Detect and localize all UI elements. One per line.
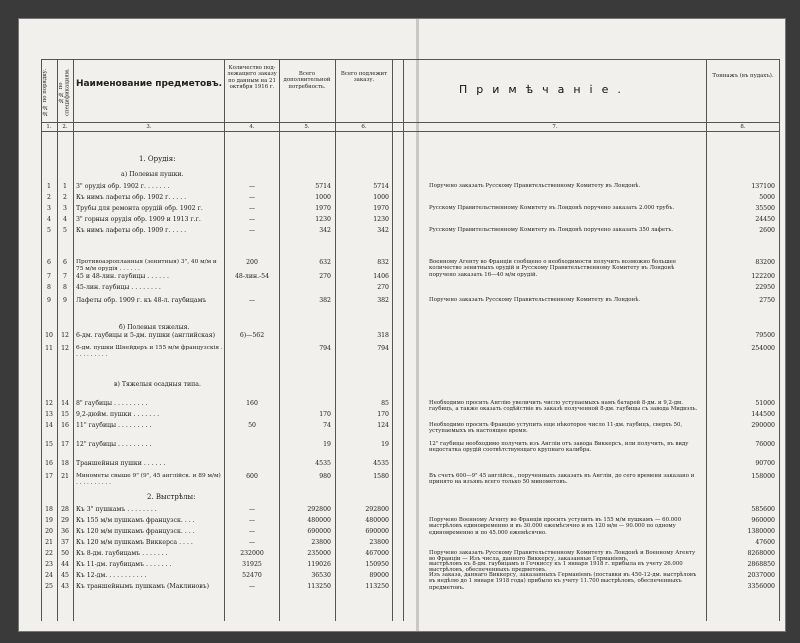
row-tonnage: 90700 xyxy=(755,460,775,467)
col-border-4 xyxy=(279,59,280,621)
row-qty-ordered: 160 xyxy=(246,400,258,407)
row-tonnage: 51000 xyxy=(755,400,775,407)
row-tonnage: 47600 xyxy=(755,539,775,546)
row-item-name: Къ 120 м/м пушкамъ Виккерса . . . . xyxy=(76,539,193,546)
header-col-8: Тоннажъ (въ пудахъ). xyxy=(712,73,774,79)
num-col-6: 6. xyxy=(361,124,367,130)
row-qty-additional: 632 xyxy=(319,259,331,266)
header-divider xyxy=(41,122,779,123)
col-border-8 xyxy=(706,59,707,621)
row-note: Необходимо просить Англію увеличить число уступаемыхъ намъ батарей 8-дм. и 9,2-дм. гаубицъ, а также оказать содѣйствіе въ заказѣ полученной 8-дм. гаубицы съ завода Мидвэль. xyxy=(429,400,698,413)
row-tonnage: 79500 xyxy=(755,332,775,339)
row-spec-number: 1 xyxy=(63,183,67,190)
row-qty-total: 5714 xyxy=(373,183,389,190)
row-number: 1 xyxy=(47,183,51,190)
row-qty-total: 1406 xyxy=(373,273,389,280)
row-item-name: 3" горныя орудія обр. 1909 и 1913 г.г. xyxy=(76,216,201,223)
row-qty-additional: 794 xyxy=(319,345,331,352)
num-col-7: 7. xyxy=(552,124,558,130)
row-item-name: Траншейныя пушки . . . . . . xyxy=(76,460,166,467)
row-qty-additional: 19 xyxy=(323,441,331,448)
col-border-1 xyxy=(57,59,58,621)
page-fold xyxy=(416,19,419,631)
row-qty-additional: 342 xyxy=(319,227,331,234)
row-item-name: Къ 8-дм. гаубицамъ . . . . . . . xyxy=(76,550,168,557)
row-number: 24 xyxy=(45,572,53,579)
row-item-name: Къ 155 м/м пушкамъ французск. . . . xyxy=(76,517,195,524)
row-spec-number: 14 xyxy=(61,400,69,407)
row-tonnage: 2750 xyxy=(759,297,775,304)
row-spec-number: 7 xyxy=(63,273,67,280)
row-qty-ordered: 600 xyxy=(246,473,258,480)
section-guns: 1. Орудія: xyxy=(139,155,176,163)
row-qty-total: 318 xyxy=(377,332,389,339)
section-field-guns: a) Полевыя пушки. xyxy=(121,171,184,178)
ledger-sheet xyxy=(18,18,786,632)
row-qty-ordered: — xyxy=(248,227,256,234)
row-note: Необходимо просить Францію уступить еще нѣкоторое число 11-дм. гаубицъ, сверхъ 50, уступаемыхъ въ настоящее время. xyxy=(429,422,683,435)
row-tonnage: 2037000 xyxy=(747,572,775,579)
col-border-5 xyxy=(335,59,336,621)
row-qty-ordered: — xyxy=(248,583,256,590)
row-qty-ordered: — xyxy=(248,194,256,201)
row-qty-total: 1970 xyxy=(373,205,389,212)
row-tonnage: 76000 xyxy=(755,441,775,448)
row-qty-ordered: — xyxy=(248,216,256,223)
row-qty-ordered: 232000 xyxy=(240,550,264,557)
col-border-9 xyxy=(779,59,780,621)
row-number: 17 xyxy=(45,473,53,480)
row-tonnage: 5000 xyxy=(759,194,775,201)
row-qty-total: 270 xyxy=(377,284,389,291)
row-number: 11 xyxy=(45,345,53,352)
row-note: Поручено заказать Русскому Правительственному Комитету въ Лондонѣ. xyxy=(429,183,641,189)
row-qty-additional: 74 xyxy=(323,422,331,429)
row-qty-additional: 170 xyxy=(319,411,331,418)
row-qty-additional: 1000 xyxy=(315,194,331,201)
row-item-name: Къ траншейнымъ пушкамъ (Маклиновъ) xyxy=(76,583,210,590)
row-qty-ordered: — xyxy=(248,205,256,212)
row-qty-total: 1000 xyxy=(373,194,389,201)
row-spec-number: 5 xyxy=(63,227,67,234)
row-tonnage: 24450 xyxy=(755,216,775,223)
row-item-name: Лафеты обр. 1909 г. къ 48-л. гаубицамъ xyxy=(76,297,207,304)
row-number: 15 xyxy=(45,441,53,448)
num-col-8: 8. xyxy=(740,124,746,130)
row-spec-number: 21 xyxy=(61,473,69,480)
row-item-name: Къ 11-дм. гаубицамъ . . . . . . . xyxy=(76,561,172,568)
row-item-name: 6-дм. пушки Шнейдеръ и 155 м/м французскія . . . . . . . . . . xyxy=(76,345,223,358)
row-tonnage: 3356000 xyxy=(747,583,775,590)
row-spec-number: 36 xyxy=(61,528,69,535)
row-spec-number: 18 xyxy=(61,460,69,467)
row-tonnage: 144500 xyxy=(751,411,775,418)
row-number: 9 xyxy=(47,297,51,304)
row-qty-ordered: — xyxy=(248,297,256,304)
row-spec-number: 12 xyxy=(61,345,69,352)
row-number: 7 xyxy=(47,273,51,280)
row-qty-additional: 36530 xyxy=(311,572,331,579)
row-item-name: Къ нимъ лафеты обр. 1909 г. . . . . xyxy=(76,227,187,234)
row-spec-number: 16 xyxy=(61,422,69,429)
row-spec-number: 17 xyxy=(61,441,69,448)
row-spec-number: 45 xyxy=(61,572,69,579)
row-item-name: 45 и 48-лин. гаубицы . . . . . . xyxy=(76,273,169,280)
row-note: Русскому Правительственному Комитету въ Лондонѣ поручено заказать 350 лафетъ. xyxy=(429,227,674,233)
row-tonnage: 1380000 xyxy=(747,528,775,535)
row-qty-additional: 690000 xyxy=(307,528,331,535)
col-border-6 xyxy=(392,59,393,621)
col-border-3 xyxy=(224,59,225,621)
row-tonnage: 2600 xyxy=(759,227,775,234)
row-number: 5 xyxy=(47,227,51,234)
row-spec-number: 12 xyxy=(61,332,69,339)
row-qty-total: 1230 xyxy=(373,216,389,223)
row-item-name: Противоаэропланныя (зенитныя) 3", 40 м/м и 75 м/м орудія . . . . . . xyxy=(76,259,217,272)
row-qty-additional: 119026 xyxy=(307,561,331,568)
row-qty-additional: 235000 xyxy=(307,550,331,557)
row-qty-ordered: 48-лин.-54 xyxy=(234,273,270,280)
row-spec-number: 4 xyxy=(63,216,67,223)
row-qty-total: 19 xyxy=(381,441,389,448)
row-qty-ordered: 50 xyxy=(248,422,256,429)
row-number: 8 xyxy=(47,284,51,291)
row-item-name: 6-дм. гаубицы и 5-дм. пушки (английская) xyxy=(76,332,216,339)
row-number: 2 xyxy=(47,194,51,201)
row-note: Изъ заказа, даннаго Виккерсу, заказанныхъ Германіемъ (поставки въ 450-12-дм. выстрѣловъ въ недѣлю до 1 января 1918 года) прибыло къ учету 11.700 выстрѣловъ, обеспеченныхъ предметовъ. xyxy=(429,572,697,591)
row-tonnage: 35500 xyxy=(755,205,775,212)
row-item-name: 12" гаубицы . . . . . . . . . xyxy=(76,441,152,448)
row-number: 3 xyxy=(47,205,51,212)
row-item-name: 9,2-дюйм. пушки . . . . . . . xyxy=(76,411,160,418)
row-spec-number: 43 xyxy=(61,583,69,590)
row-qty-ordered: — xyxy=(248,539,256,546)
num-col-1: 1. xyxy=(46,124,52,130)
row-spec-number: 37 xyxy=(61,539,69,546)
header-col-7: Примѣчаніе. xyxy=(459,83,630,96)
row-tonnage: 2868850 xyxy=(747,561,775,568)
row-item-name: 8" гаубицы . . . . . . . . . xyxy=(76,400,148,407)
row-item-name: Трубы для ремонта орудій обр. 1902 г. xyxy=(76,205,203,212)
row-qty-total: 832 xyxy=(377,259,389,266)
header-col-4: Количество подлежащего заказу по данным на 21 октября 1916 г. xyxy=(227,65,277,91)
row-qty-additional: 1230 xyxy=(315,216,331,223)
row-qty-ordered: — xyxy=(248,528,256,535)
row-qty-additional: 480000 xyxy=(307,517,331,524)
row-qty-ordered: — xyxy=(248,517,256,524)
row-item-name: Къ нимъ лафеты обр. 1902 г. . . . . xyxy=(76,194,187,201)
table-top-border xyxy=(41,59,779,60)
row-note: Военному Агенту во Франціи сообщено о необходимости получить возможно большее количество зенитныхъ орудій и Русскому Правительственному Комитету въ Лондонѣ поручено заказать 16—40 м/м орудій. xyxy=(429,259,677,278)
row-qty-additional: 1970 xyxy=(315,205,331,212)
row-qty-total: 85 xyxy=(381,400,389,407)
row-tonnage: 960000 xyxy=(751,517,775,524)
row-qty-additional: 270 xyxy=(319,273,331,280)
row-item-name: Минометы свыше 9" (9", 45 англійск. и 89 м/м) . . . . . . . . . . xyxy=(76,473,221,486)
row-item-name: Къ 120 м/м пушкамъ французск. . . . xyxy=(76,528,195,535)
row-note: Въ счетъ 600—9" 45 англійск., порученныхъ заказать въ Англіи, до сего времени заказано и принято на изъявъ всего только 50 минометовъ. xyxy=(429,473,695,486)
row-number: 14 xyxy=(45,422,53,429)
row-number: 6 xyxy=(47,259,51,266)
row-number: 19 xyxy=(45,517,53,524)
row-item-name: 45-лин. гаубицы . . . . . . . . xyxy=(76,284,161,291)
row-qty-total: 150950 xyxy=(365,561,389,568)
row-spec-number: 3 xyxy=(63,205,67,212)
row-number: 23 xyxy=(45,561,53,568)
row-spec-number: 15 xyxy=(61,411,69,418)
col-border-2 xyxy=(73,59,74,621)
header-col-6: Всего подлежит заказу. xyxy=(340,71,388,84)
numbering-divider xyxy=(41,131,779,132)
row-note: выстрѣловъ къ 8-дм. гаубицамъ и Гочкиссу къ 1 января 1918 г. прибыла въ учету 26.000 выстрѣловъ, обеспеченныхъ предметовъ. xyxy=(429,561,683,574)
row-note: 12" гаубицы необходимо получить изъ Англіи отъ завода Виккерсъ, или получить, въ виду недостатка орудій соотвѣтствующаго крупнаго калибра. xyxy=(429,441,689,454)
num-col-3: 3. xyxy=(146,124,152,130)
row-tonnage: 8268000 xyxy=(747,550,775,557)
row-qty-total: 342 xyxy=(377,227,389,234)
row-qty-ordered: 6)—562 xyxy=(239,332,265,339)
section-siege: в) Тяжелыя осадныя типа. xyxy=(114,381,201,388)
row-number: 12 xyxy=(45,400,53,407)
row-number: 4 xyxy=(47,216,51,223)
num-col-2: 2. xyxy=(62,124,68,130)
row-tonnage: 137100 xyxy=(751,183,775,190)
row-number: 13 xyxy=(45,411,53,418)
col-border-0 xyxy=(41,59,42,621)
row-number: 18 xyxy=(45,506,53,513)
row-spec-number: 44 xyxy=(61,561,69,568)
row-qty-total: 1580 xyxy=(373,473,389,480)
row-qty-additional: 292800 xyxy=(307,506,331,513)
row-qty-additional: 5714 xyxy=(315,183,331,190)
row-qty-ordered: 31925 xyxy=(242,561,262,568)
row-qty-additional: 980 xyxy=(319,473,331,480)
row-qty-ordered: — xyxy=(248,506,256,513)
row-qty-total: 794 xyxy=(377,345,389,352)
row-qty-total: 292800 xyxy=(365,506,389,513)
row-qty-total: 170 xyxy=(377,411,389,418)
section-rounds: 2. Выстрѣлы: xyxy=(147,493,196,501)
num-col-5: 5. xyxy=(304,124,310,130)
section-field-heavy: б) Полевыя тяжелыя. xyxy=(119,324,190,331)
row-qty-additional: 382 xyxy=(319,297,331,304)
row-qty-ordered: — xyxy=(248,183,256,190)
row-note: Русскому Правительственному Комитету въ Лондонѣ поручено заказать 2.000 трубъ. xyxy=(429,205,675,211)
header-col-2: №№ по спецификациям. xyxy=(58,68,71,117)
row-spec-number: 50 xyxy=(61,550,69,557)
row-spec-number: 2 xyxy=(63,194,67,201)
row-number: 25 xyxy=(45,583,53,590)
header-col-5: Всего дополнительной потребность. xyxy=(283,71,331,90)
row-item-name: Къ 3" пушкамъ . . . . . . . . xyxy=(76,506,157,513)
row-item-name: 3" орудія обр. 1902 г. . . . . . . xyxy=(76,183,170,190)
row-tonnage: 122200 xyxy=(751,273,775,280)
row-spec-number: 8 xyxy=(63,284,67,291)
row-number: 22 xyxy=(45,550,53,557)
row-number: 20 xyxy=(45,528,53,535)
row-tonnage: 158000 xyxy=(751,473,775,480)
row-qty-ordered: 200 xyxy=(246,259,258,266)
row-qty-total: 382 xyxy=(377,297,389,304)
row-spec-number: 28 xyxy=(61,506,69,513)
row-spec-number: 9 xyxy=(63,297,67,304)
row-item-name: 11" гаубицы . . . . . . . . . xyxy=(76,422,152,429)
row-qty-total: 467000 xyxy=(365,550,389,557)
row-qty-total: 89000 xyxy=(369,572,389,579)
row-number: 10 xyxy=(45,332,53,339)
row-note: Поручено заказать Русскому Правительственному Комитету въ Лондонѣ. xyxy=(429,297,641,303)
row-qty-total: 113250 xyxy=(365,583,389,590)
row-number: 16 xyxy=(45,460,53,467)
row-tonnage: 254000 xyxy=(751,345,775,352)
row-item-name: Къ 12-дм. . . . . . . . . . . xyxy=(76,572,147,579)
row-note: Поручено заказать Русскому Правительственному Комитету въ Лондонѣ и Военному Агенту во Франціи — Изъ числа, данного Виккерсу, заказанные Германіемъ, xyxy=(429,550,696,563)
row-tonnage: 585600 xyxy=(751,506,775,513)
row-qty-ordered: 52470 xyxy=(242,572,262,579)
row-spec-number: 29 xyxy=(61,517,69,524)
row-qty-total: 23800 xyxy=(369,539,389,546)
row-tonnage: 22950 xyxy=(755,284,775,291)
col-border-7 xyxy=(403,59,404,621)
header-col-1: №№ по порядку. xyxy=(42,68,48,116)
row-qty-additional: 4535 xyxy=(315,460,331,467)
row-qty-total: 124 xyxy=(377,422,389,429)
row-number: 21 xyxy=(45,539,53,546)
row-qty-total: 690000 xyxy=(365,528,389,535)
row-qty-additional: 113250 xyxy=(307,583,331,590)
row-qty-additional: 23800 xyxy=(311,539,331,546)
header-col-3: Наименование предметовъ. xyxy=(75,79,223,89)
row-spec-number: 6 xyxy=(63,259,67,266)
row-note: Поручено Военному Агенту во Франціи просить уступить въ 155 м/м пушкамъ — 60.000 выстрѣловъ единовременно и въ 30.000 ежемѣсячно и въ 120 м/м — 90.000 по одному единовременно и по 45.000 ежемѣсячно. xyxy=(429,517,682,536)
row-tonnage: 290000 xyxy=(751,422,775,429)
row-qty-total: 480000 xyxy=(365,517,389,524)
row-tonnage: 83200 xyxy=(755,259,775,266)
num-col-4: 4. xyxy=(249,124,255,130)
row-qty-total: 4535 xyxy=(373,460,389,467)
